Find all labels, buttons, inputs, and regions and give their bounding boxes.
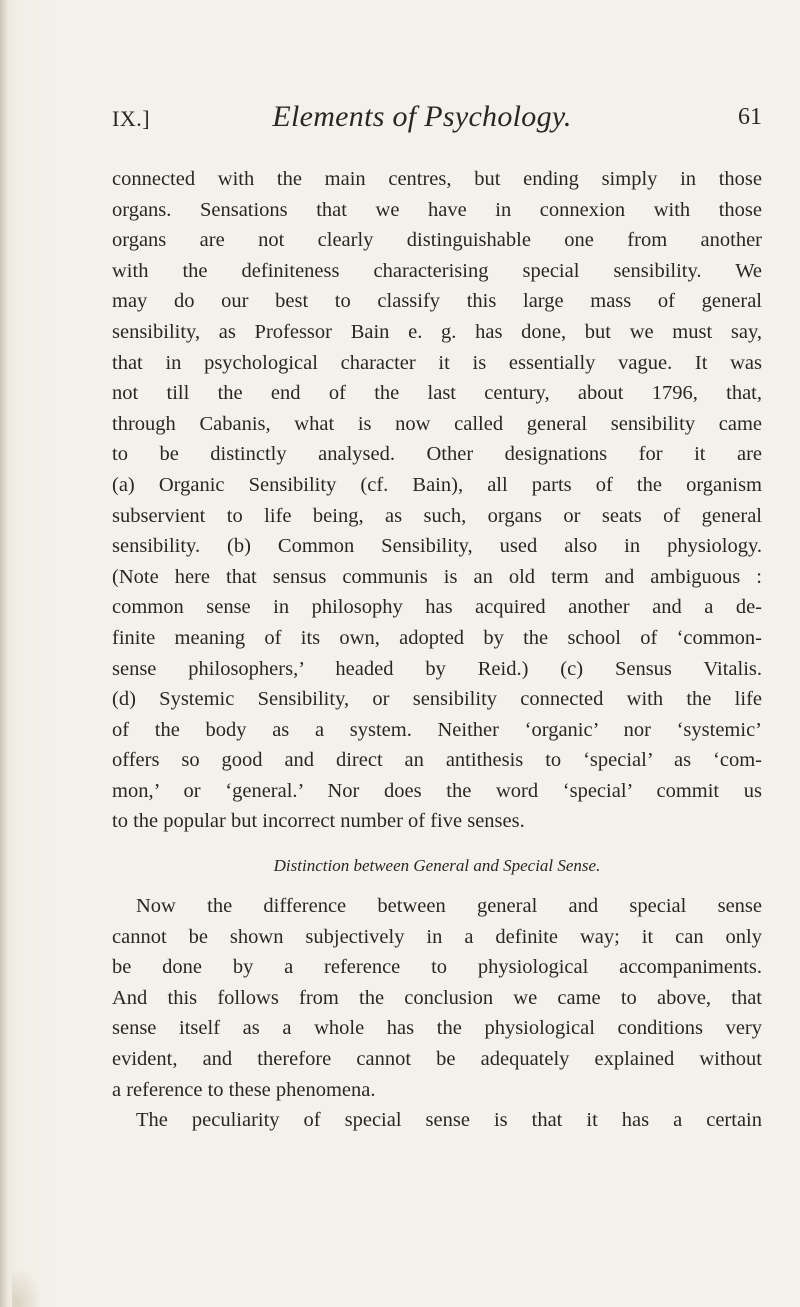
text-line: sense philosophers,’ headed by Reid.) (c) Sensus Vitalis. — [112, 657, 762, 680]
text-line: connected with the main centres, but ending simply in those — [112, 168, 762, 190]
body-text — [112, 164, 762, 1136]
text-line: to be distinctly analysed. Other designations for it are — [112, 443, 762, 466]
text-line: sensibility, as Professor Bain e. g. has done, but we must say, — [112, 320, 762, 343]
text-line: sense itself as a whole has the physiological conditions very — [112, 1017, 762, 1040]
text-line: to the popular but incorrect number of five senses. — [112, 810, 525, 833]
text-line: The peculiarity of special sense is that it has a certain — [136, 1109, 762, 1132]
paragraph-difference — [112, 891, 762, 1105]
text-line: common sense in philosophy has acquired another and a de- — [112, 596, 762, 619]
text-line: finite meaning of its own, adopted by the school of ‘common- — [112, 626, 762, 649]
text-line: (a) Organic Sensibility (cf. Bain), all parts of the organism — [112, 473, 762, 496]
paragraph-general-sensibility — [112, 164, 762, 837]
paragraph-peculiarity — [112, 1105, 762, 1136]
chapter-number: IX.] — [112, 106, 151, 131]
running-header — [112, 100, 762, 140]
text-line: that in psychological character it is essentially vague. It was — [112, 351, 762, 374]
text-line: mon,’ or ‘general.’ Nor does the word ‘special’ commit us — [112, 779, 762, 802]
running-title: Elements of Psychology. — [272, 100, 572, 133]
text-line: And this follows from the conclusion we came to above, that — [112, 986, 762, 1009]
page-number: 61 — [738, 104, 762, 130]
text-line: through Cabanis, what is now called general sensibility came — [112, 412, 762, 435]
binding-edge — [0, 0, 8, 1307]
text-line: cannot be shown subjectively in a definite way; it can only — [112, 925, 762, 948]
text-line: be done by a reference to physiological accompaniments. — [112, 956, 762, 979]
text-line: organs. Sensations that we have in connexion with those — [112, 198, 762, 221]
text-line: with the definiteness characterising special sensibility. We — [112, 259, 762, 282]
text-line: may do our best to classify this large mass of general — [112, 290, 762, 313]
text-line: (Note here that sensus communis is an old term and ambiguous : — [112, 565, 762, 588]
paper-stain — [12, 1267, 42, 1307]
text-line: offers so good and direct an antithesis to ‘special’ as ‘com- — [112, 749, 762, 772]
text-line: (d) Systemic Sensibility, or sensibility connected with the life — [112, 688, 762, 711]
text-line: subservient to life being, as such, organs or seats of general — [112, 504, 762, 527]
text-line: a reference to these phenomena. — [112, 1078, 376, 1101]
text-line: Now the difference between general and special sense — [136, 895, 762, 918]
text-line: not till the end of the last century, about 1796, that, — [112, 382, 762, 405]
text-line: organs are not clearly distinguishable one from another — [112, 229, 762, 252]
text-line: sensibility. (b) Common Sensibility, used also in physiology. — [112, 535, 762, 558]
text-line: evident, and therefore cannot be adequately explained without — [112, 1048, 762, 1071]
text-line: of the body as a system. Neither ‘organic’ nor ‘systemic’ — [112, 718, 762, 741]
section-subheading: Distinction between General and Special Sense. — [273, 856, 601, 876]
